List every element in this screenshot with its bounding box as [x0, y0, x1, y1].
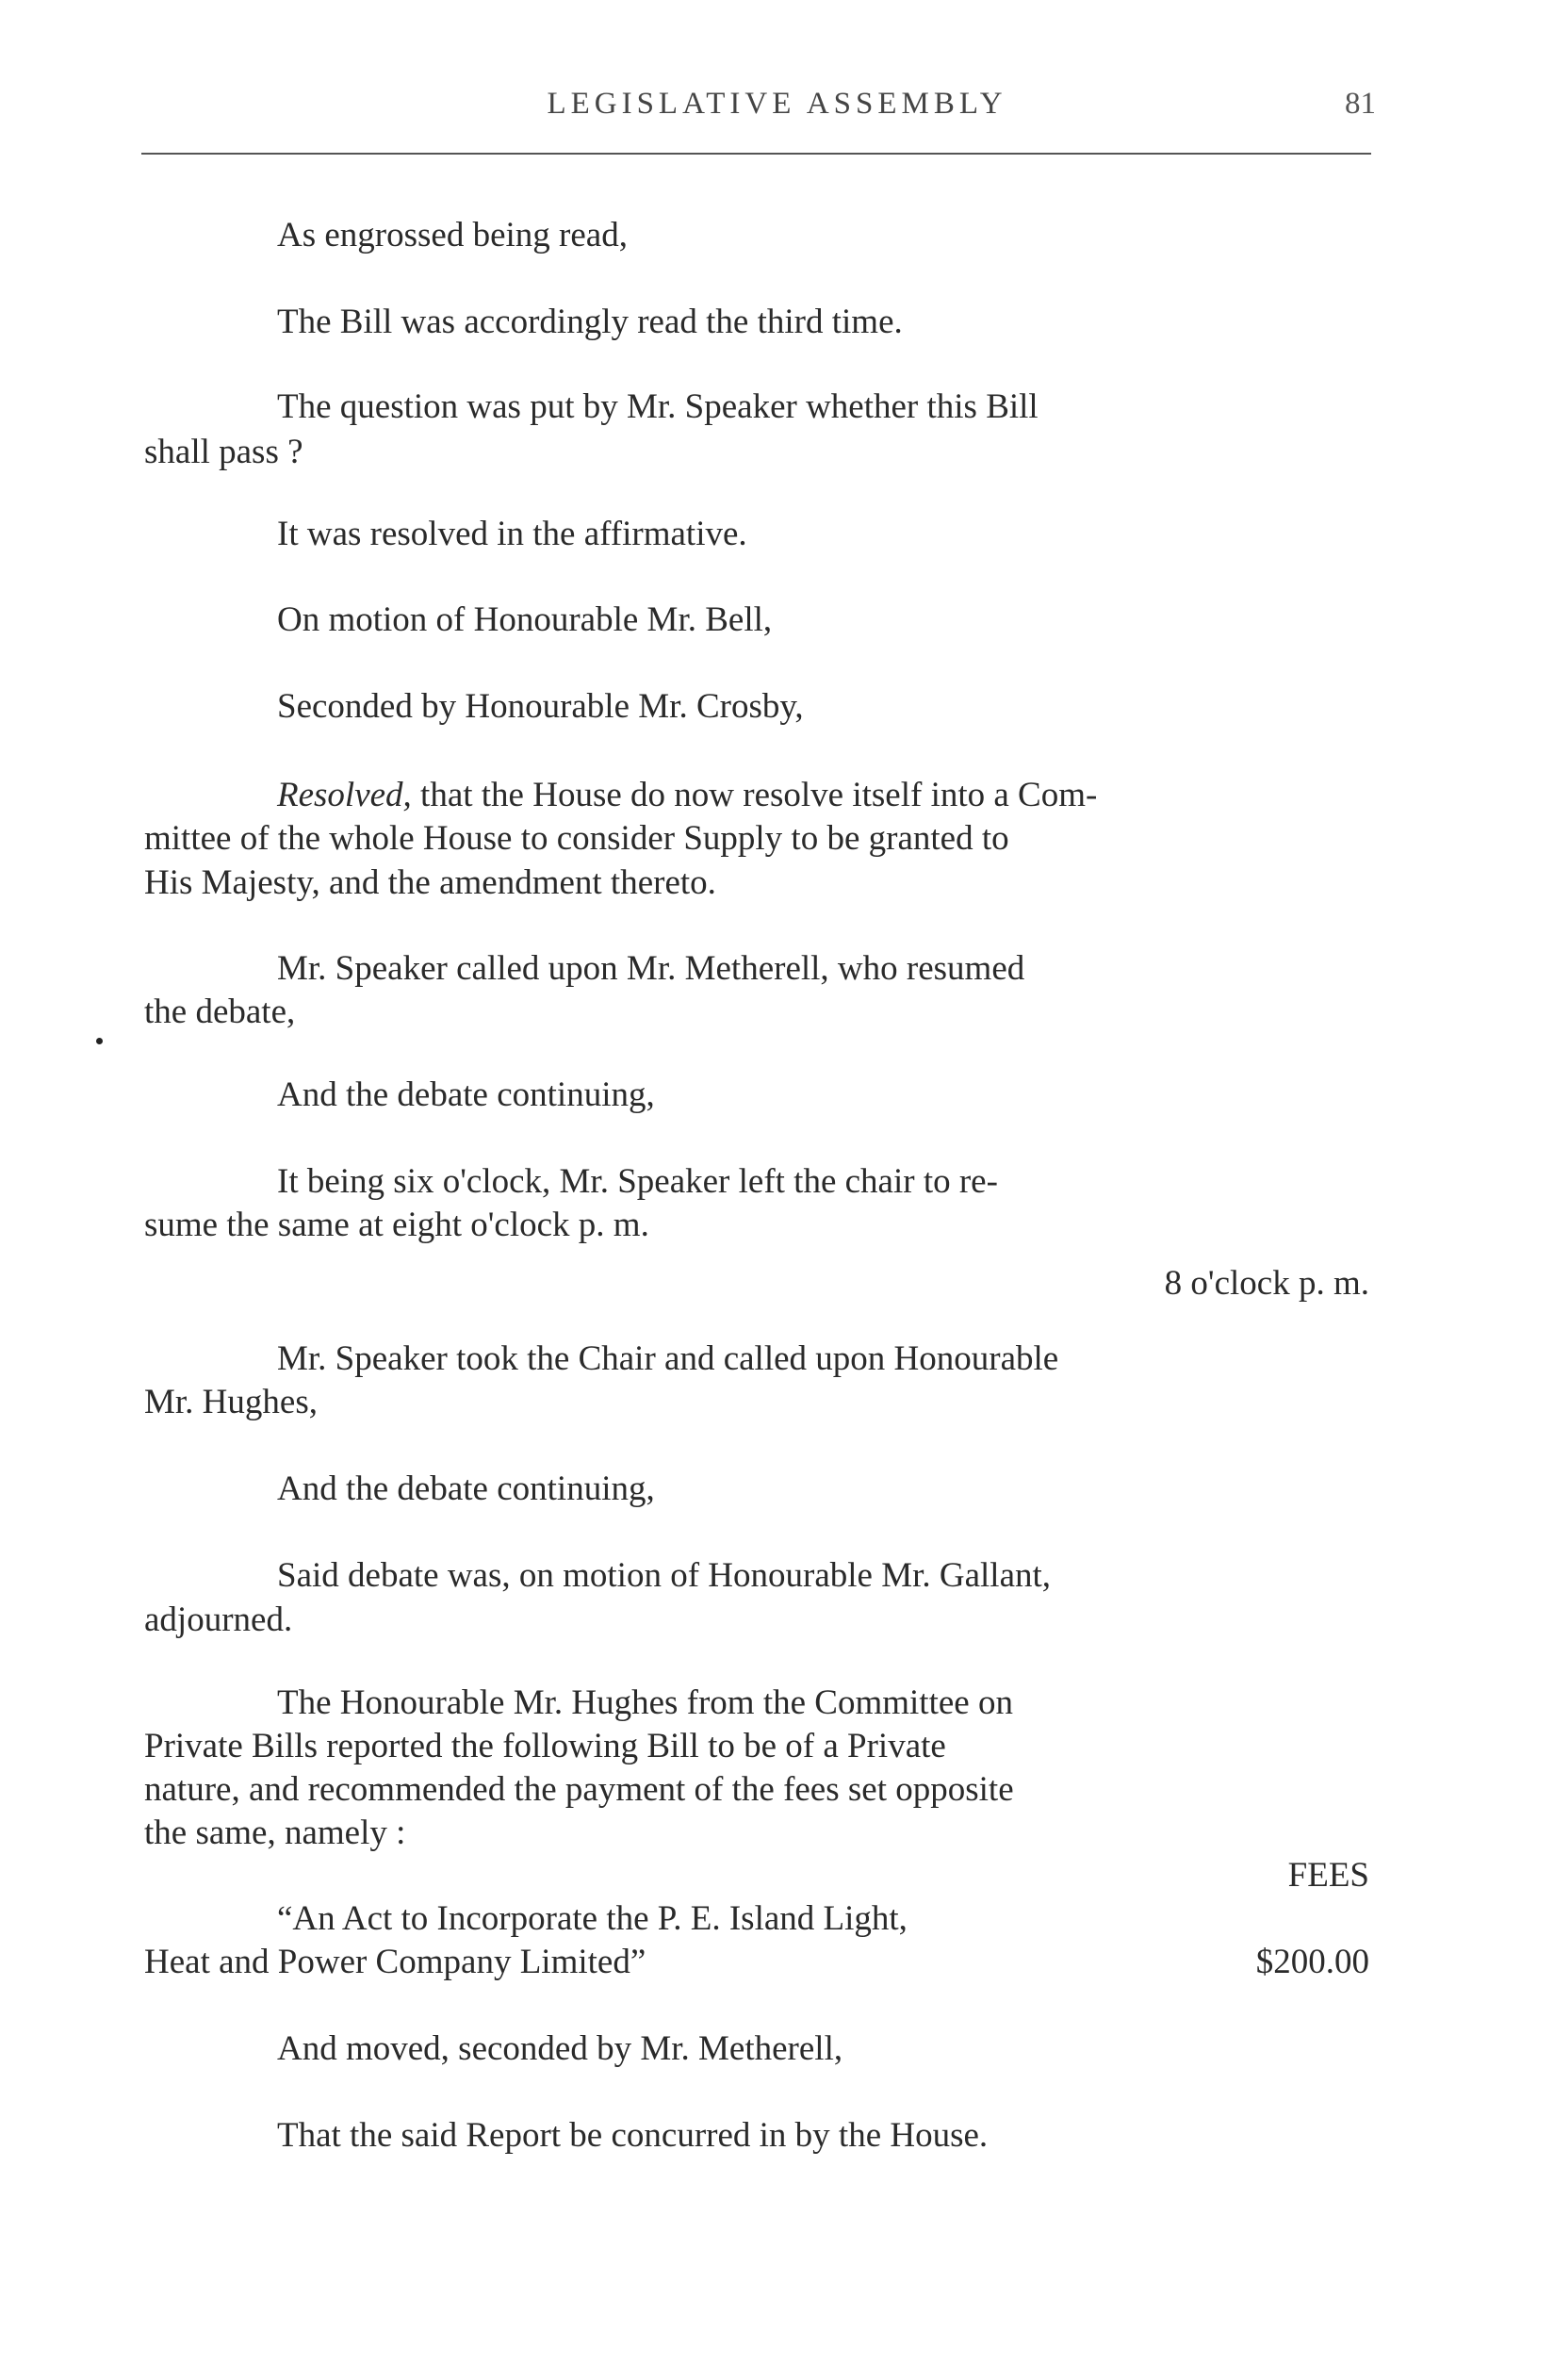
fees-column-header: FEES: [1287, 1856, 1369, 1895]
paragraph-question-line-2: shall pass ?: [144, 433, 303, 471]
header-rule: [141, 153, 1371, 155]
print-speck: [96, 1038, 103, 1044]
paragraph-seconded-crosby: Seconded by Honourable Mr. Crosby,: [277, 687, 804, 726]
bill-title-line-1: “An Act to Incorporate the P. E. Island Light,: [277, 1899, 908, 1938]
paragraph-debate-continuing-2: And the debate continuing,: [277, 1469, 655, 1508]
bill-title-line-2: Heat and Power Company Limited”: [144, 1943, 646, 1981]
paragraph-question-line-1: [277, 386, 1369, 428]
paragraph-third-reading: The Bill was accordingly read the third time.: [277, 303, 903, 341]
paragraph-moved-seconded: And moved, seconded by Mr. Metherell,: [277, 2029, 843, 2068]
paragraph-took-chair-line-2: Mr. Hughes,: [144, 1383, 318, 1421]
paragraph-private-bills-line-4: the same, namely :: [144, 1814, 406, 1852]
paragraph-adjourned-line-1: Said debate was, on motion of Honourable Mr. Gallant,: [277, 1556, 1052, 1595]
paragraph-private-bills-line-1: The Honourable Mr. Hughes from the Committee on: [277, 1683, 1013, 1722]
paragraph-resolved-line-1: [277, 775, 1369, 816]
paragraph-motion-bell: On motion of Honourable Mr. Bell,: [277, 600, 773, 639]
paragraph-resolved-affirmative: It was resolved in the affirmative.: [277, 515, 747, 553]
text-line: The question was put by Mr. Speaker whether this Bill: [277, 387, 1039, 426]
page-number: 81: [1345, 87, 1376, 121]
running-header-title: LEGISLATIVE ASSEMBLY: [547, 87, 1007, 121]
bill-fee-amount: $200.00: [1255, 1943, 1369, 1981]
paragraph-debate-continuing-1: And the debate continuing,: [277, 1075, 655, 1114]
paragraph-six-oclock-line-2: sume the same at eight o'clock p. m.: [144, 1206, 649, 1244]
paragraph-six-oclock-line-1: It being six o'clock, Mr. Speaker left the chair to re-: [277, 1162, 998, 1201]
paragraph-metherell-line-2: the debate,: [144, 993, 296, 1031]
paragraph-private-bills-line-2: Private Bills reported the following Bill to be of a Private: [144, 1727, 946, 1765]
text-line: that the House do now resolve itself into a Com-: [420, 776, 1098, 814]
paragraph-private-bills-line-3: nature, and recommended the payment of the fees set opposite: [144, 1770, 1014, 1809]
paragraph-took-chair-line-1: Mr. Speaker took the Chair and called upon Honourable: [277, 1339, 1059, 1378]
paragraph-report-concurred: That the said Report be concurred in by the House.: [277, 2116, 989, 2155]
paragraph-engrossed: As engrossed being read,: [277, 216, 628, 254]
time-marginal-note: 8 o'clock p. m.: [1164, 1264, 1369, 1303]
paragraph-metherell-line-1: Mr. Speaker called upon Mr. Metherell, who resumed: [277, 949, 1025, 988]
resolved-italic: Resolved,: [277, 776, 412, 814]
paragraph-resolved-line-2: mittee of the whole House to consider Supply to be granted to: [144, 819, 1009, 858]
paragraph-resolved-line-3: His Majesty, and the amendment thereto.: [144, 863, 716, 902]
paragraph-adjourned-line-2: adjourned.: [144, 1600, 293, 1639]
